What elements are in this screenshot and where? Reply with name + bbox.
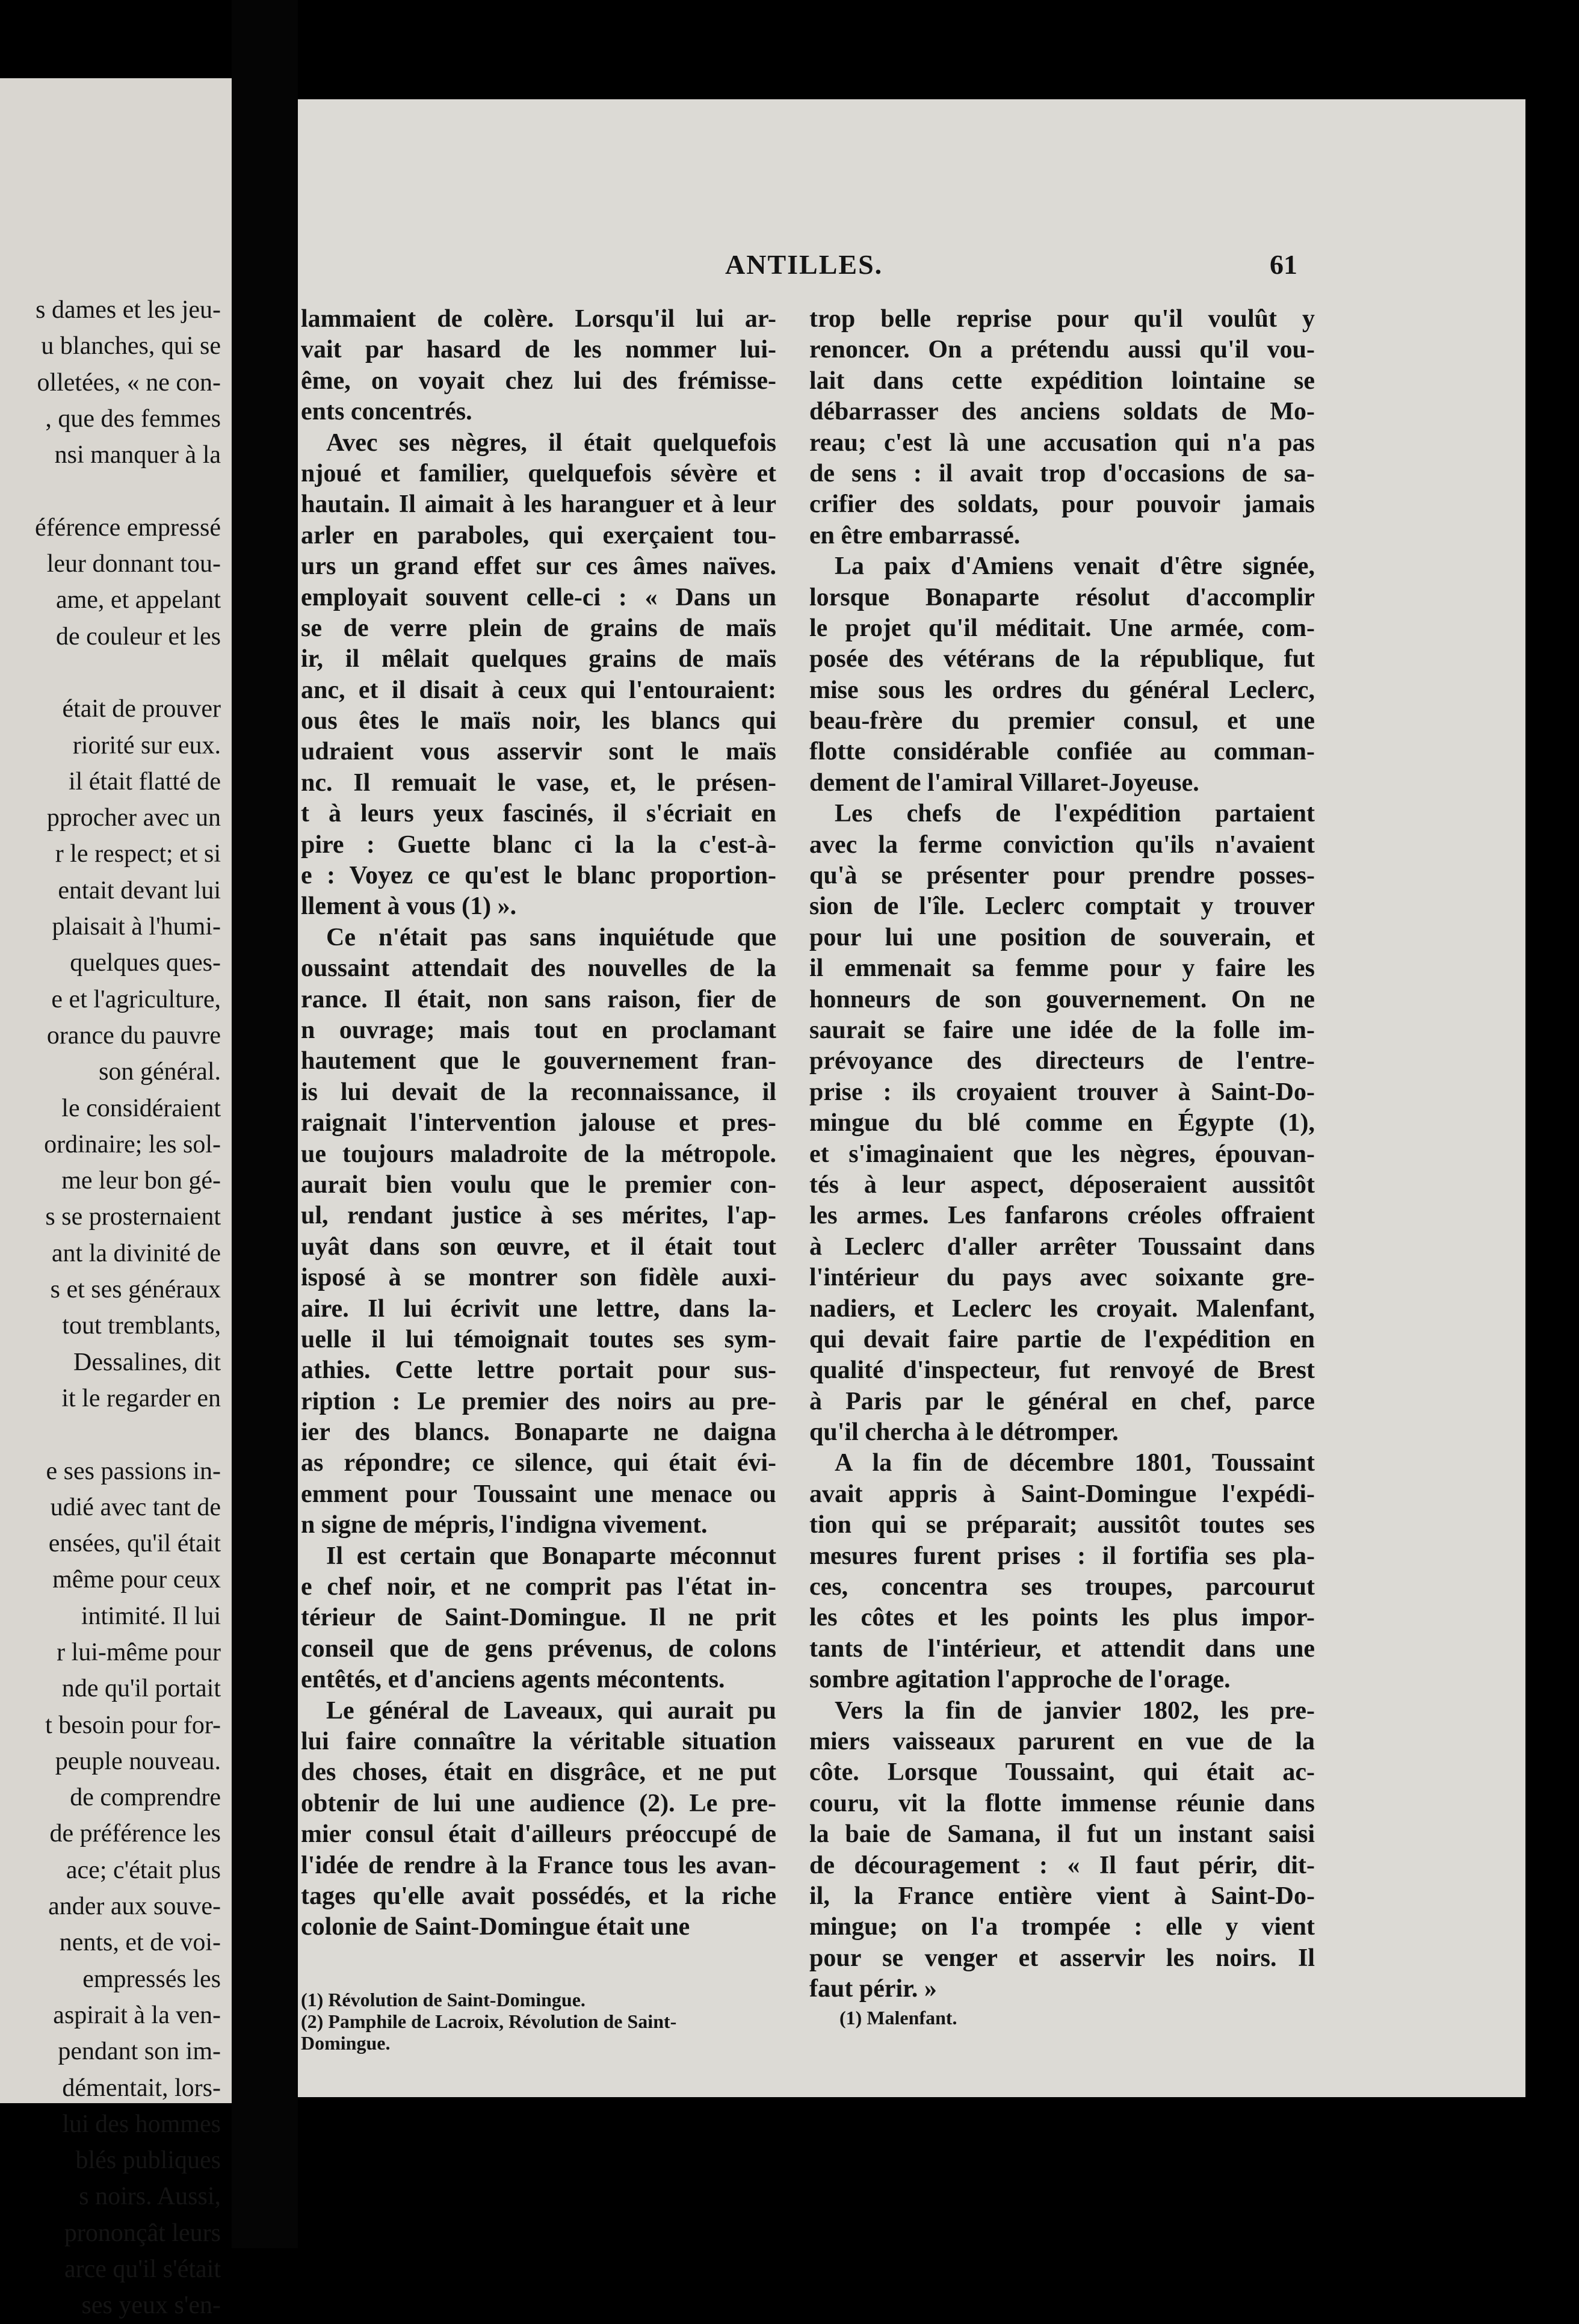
text-line: qu'il chercha à le détromper. [809,1418,1119,1447]
facing-text-line: aspirait à la ven- [53,2001,221,2029]
text-column-right [809,304,1315,2004]
text-line: de découragement : « Il faut périr, dit- [809,1851,1315,1879]
text-line: udraient vous asservir sont le maïs [301,738,776,766]
facing-text-line: quelques ques- [70,949,221,977]
text-line: isposé à se montrer son fidèle auxi- [301,1264,776,1292]
text-line: conseil que de gens prévenus, de colons [301,1634,776,1663]
text-line: obtenir de lui une audience (2). Le pre- [301,1789,776,1817]
text-line: Le général de Laveaux, qui aurait pu [326,1696,776,1725]
text-line: la baie de Samana, il fut un instant saisi [809,1820,1315,1849]
text-line: honneurs de son gouvernement. On ne [809,985,1315,1013]
text-line: sion de l'île. Leclerc comptait y trouver [809,892,1315,921]
text-line: Vers la fin de janvier 1802, les pre- [835,1696,1315,1725]
text-line: uelle il lui témoignait toutes ses sym- [301,1325,776,1353]
text-line: débarrasser des anciens soldats de Mo- [809,398,1315,426]
page-number: 61 [1270,249,1297,280]
text-line: hautement que le gouvernement fran- [301,1047,776,1075]
text-line: nadiers, et Leclerc les croyait. Malenfant, [809,1294,1315,1323]
facing-text-line: s se prosternaient [45,1203,221,1231]
text-line: ous êtes le maïs noir, les blancs qui [301,707,776,735]
facing-text-line: ant la divinité de [51,1239,221,1267]
text-line: de sens : il avait trop d'occasions de sa- [809,459,1315,487]
text-line: l'idée de rendre à la France tous les avan- [301,1851,776,1879]
text-line: flotte considérable confiée au comman- [809,738,1315,766]
text-line: le projet qu'il méditait. Une armée, com- [809,614,1315,642]
text-line: saurait se faire une idée de la folle im- [809,1016,1315,1044]
text-line: t à leurs yeux fascinés, il s'écriait en [301,800,776,828]
text-line: Les chefs de l'expédition partaient [835,800,1315,828]
text-line: renoncer. On a prétendu aussi qu'il vou- [809,336,1315,364]
facing-text-line: de comprendre [70,1784,221,1812]
facing-text-line: entait devant lui [58,876,221,904]
text-line: employait souvent celle-ci : « Dans un [301,583,776,611]
text-line: tages qu'elle avait possédés, et la riche [301,1882,776,1910]
text-line: ents concentrés. [301,398,472,426]
text-line: mingue; on l'a trompée : elle y vient [809,1913,1315,1941]
text-line: qu'à se présenter pour prendre posses- [809,862,1315,890]
facing-text-line: orance du pauvre [46,1021,221,1049]
facing-text-line: empressés les [82,1965,221,1993]
running-title: ANTILLES. [725,249,883,280]
text-line: ir, il mêlait quelques grains de maïs [301,645,776,673]
text-line: e chef noir, et ne comprit pas l'état in- [301,1573,776,1601]
facing-text-line: intimité. Il lui [81,1602,221,1630]
text-line: athies. Cette lettre portait pour sus- [301,1356,776,1385]
text-line: il, la France entière vient à Saint-Do- [809,1882,1315,1910]
facing-text-line: blés publiques [75,2146,221,2175]
text-line: urs un grand effet sur ces âmes naïves. [301,552,776,581]
text-line: reau; c'est là une accusation qui n'a pas [809,428,1315,457]
facing-page [0,78,232,2320]
text-line: nc. Il remuait le vase, et, le présen- [301,768,776,797]
text-line: dement de l'amiral Villaret-Joyeuse. [809,768,1199,797]
text-line: lait dans cette expédition lointaine se [809,366,1315,395]
main-page [298,99,1525,2097]
footnote: (1) Révolution de Saint-Domingue. [301,1989,586,2010]
text-line: colonie de Saint-Domingue était une [301,1913,690,1941]
facing-text-line: s dames et les jeu- [36,296,221,324]
text-line: mesures furent prises : il fortifia ses pla- [809,1542,1315,1570]
facing-text-line: était de prouver [62,695,221,723]
text-line: crifier des soldats, pour pouvoir jamais [809,490,1315,519]
text-line: beau-frère du premier consul, et une [809,707,1315,735]
text-line: ription : Le premier des noirs au pre- [301,1387,776,1415]
text-line: il emmenait sa femme pour y faire les [809,954,1315,983]
facing-text-line: nde qu'il portait [61,1675,221,1703]
text-line: à Leclerc d'aller arrêter Toussaint dans [809,1232,1315,1261]
facing-text-line: tout tremblants, [62,1312,221,1340]
text-line: pour se venger et asservir les noirs. Il [809,1944,1315,1972]
facing-text-line: pendant son im- [58,2038,221,2066]
text-line: vait par hasard de les nommer lui- [301,336,776,364]
text-line: raignait l'intervention jalouse et pres- [301,1109,776,1137]
facing-text-line [0,655,221,691]
text-line: hautain. Il aimait à les haranguer et à leur [301,490,776,519]
facing-text-line: lui des hommes [62,2110,221,2138]
text-line: oussaint attendait des nouvelles de la [301,954,776,983]
text-line: térieur de Saint-Domingue. Il ne prit [301,1604,776,1632]
facing-text-line: s noirs. Aussi, [79,2183,221,2211]
facing-text-line: ander aux souve- [48,1893,221,1921]
text-line: qualité d'inspecteur, fut renvoyé de Brest [809,1356,1315,1385]
text-line: ême, on voyait chez lui des frémisse- [301,366,776,395]
text-line: les armes. Les fanfarons créoles offraient [809,1202,1315,1230]
facing-text-line: Dessalines, dit [73,1348,221,1376]
text-line: et s'imaginaient que les nègres, épouvan- [809,1140,1315,1168]
text-line: pire : Guette blanc ci la la c'est-à- [301,830,776,859]
footnote: (2) Pamphile de Lacroix, Révolution de Saint- [301,2010,677,2032]
footnotes-left [301,1989,676,2054]
facing-text-line [0,1417,221,1453]
text-line: Avec ses nègres, il était quelquefois [326,428,776,457]
text-line: couru, vit la flotte immense réunie dans [809,1789,1315,1817]
text-line: ces, concentra ses troupes, parcourut [809,1573,1315,1601]
facing-text-line: , que des femmes [45,404,221,433]
text-line: anc, et il disait à ceux qui l'entouraient: [301,676,776,704]
text-line: sombre agitation l'approche de l'orage. [809,1666,1231,1694]
text-line: des choses, était en disgrâce, et ne put [301,1758,776,1787]
text-line: les côtes et les points les plus impor- [809,1604,1315,1632]
text-line: as répondre; ce silence, qui était évi- [301,1449,776,1477]
footnote: Domingue. [301,2032,391,2054]
facing-text-line: r lui-même pour [57,1638,221,1666]
facing-text-line: démentait, lors- [62,2074,221,2102]
facing-text-line: prononçât leurs [64,2219,221,2247]
text-line: miers vaisseaux parurent en vue de la [809,1727,1315,1755]
text-line: mier consul était d'ailleurs préoccupé de [301,1820,776,1849]
text-line: Il est certain que Bonaparte méconnut [326,1542,776,1570]
footnote: (1) Malenfant. [839,2007,957,2029]
facing-text-line: ses yeux s'en- [81,2292,221,2320]
facing-text-line: arce qu'il s'était [64,2255,221,2284]
facing-text-line: ensées, qu'il était [48,1530,221,1558]
text-line: rance. Il était, non sans raison, fier de [301,985,776,1013]
facing-text-line: u blanches, qui se [41,332,221,360]
text-line: ue toujours maladroite de la métropole. [301,1140,776,1168]
facing-text-line: t besoin pour for- [45,1711,221,1739]
text-line: ier des blancs. Bonaparte ne daigna [301,1418,776,1447]
text-line: La paix d'Amiens venait d'être signée, [835,552,1315,581]
text-line: uyât dans son œuvre, et il était tout [301,1232,776,1261]
facing-text-line: plaisait à l'humi- [52,913,221,941]
text-line: aire. Il lui écrivit une lettre, dans la- [301,1294,776,1323]
text-line: entêtés, et d'anciens agents mécontents. [301,1666,725,1694]
text-line: lammaient de colère. Lorsqu'il lui ar- [301,305,776,333]
text-line: llement à vous (1) ». [301,892,517,921]
text-line: pour lui une position de souverain, et [809,923,1315,951]
facing-text-line: le considéraient [61,1094,221,1122]
facing-text-line: nents, et de voi- [59,1929,221,1957]
facing-text-line: leur donnant tou- [46,550,221,578]
text-line: à Paris par le général en chef, parce [809,1387,1315,1415]
text-line: lorsque Bonaparte résolut d'accomplir [809,583,1315,611]
text-line: is lui devait de la reconnaissance, il [301,1078,776,1106]
facing-text-line: ace; c'était plus [66,1856,221,1884]
footnotes-right [839,2007,957,2029]
facing-text-line: ordinaire; les sol- [44,1130,221,1158]
facing-text-line: olletées, « ne con- [37,368,221,397]
facing-text-line: e ses passions in- [46,1457,221,1485]
text-line: en être embarrassé. [809,521,1021,549]
text-line: n signe de mépris, l'indigna vivement. [301,1511,708,1539]
facing-text-line: udié avec tant de [50,1493,221,1521]
facing-page-text [0,292,221,2324]
text-line: qui devait faire partie de l'expédition en [809,1325,1315,1353]
facing-text-line [0,473,221,509]
facing-text-line: r le respect; et si [55,840,221,868]
facing-text-line: pprocher avec un [46,804,221,832]
facing-text-line: e et l'agriculture, [51,985,221,1013]
text-line: prévoyance des directeurs de l'entre- [809,1047,1315,1075]
text-line: prise : ils croyaient trouver à Saint-Do- [809,1078,1315,1106]
facing-text-line: ame, et appelant [55,586,221,614]
text-line: A la fin de décembre 1801, Toussaint [835,1449,1315,1477]
text-line: aurait bien voulu que le premier con- [301,1170,776,1199]
text-line: avait appris à Saint-Domingue l'expédi- [809,1480,1315,1508]
text-line: côte. Lorsque Toussaint, qui était ac- [809,1758,1315,1787]
facing-text-line: me leur bon gé- [61,1167,221,1195]
text-line: se de verre plein de grains de maïs [301,614,776,642]
text-line: l'intérieur du pays avec soixante gre- [809,1264,1315,1292]
text-column-left [301,304,776,1943]
facing-text-line: son général. [99,1058,221,1086]
text-line: n ouvrage; mais tout en proclamant [301,1016,776,1044]
facing-text-line: it le regarder en [61,1384,221,1412]
facing-text-line: de couleur et les [55,622,221,651]
facing-text-line: s et ses généraux [50,1276,221,1304]
text-line: lui faire connaître la véritable situation [301,1727,776,1755]
facing-text-line: peuple nouveau. [55,1747,221,1775]
text-line: Ce n'était pas sans inquiétude que [326,923,776,951]
facing-text-line: il était flatté de [68,767,221,796]
text-line: faut périr. » [809,1975,937,2003]
text-line: e : Voyez ce qu'est le blanc proportion- [301,862,776,890]
text-line: tants de l'intérieur, et attendit dans une [809,1634,1315,1663]
text-line: mingue du blé comme en Égypte (1), [809,1109,1315,1137]
facing-text-line: même pour ceux [52,1566,221,1594]
text-line: tion qui se préparait; aussitôt toutes ses [809,1511,1315,1539]
facing-text-line: éférence empressé [35,513,221,542]
text-line: tés à leur aspect, déposeraient aussitôt [809,1170,1315,1199]
text-line: arler en paraboles, qui exerçaient tou- [301,521,776,549]
facing-text-line: de préférence les [49,1820,221,1848]
text-line: ul, rendant justice à ses mérites, l'ap- [301,1202,776,1230]
facing-text-line: riorité sur eux. [72,731,221,759]
facing-text-line: nsi manquer à la [54,441,221,469]
text-line: mise sous les ordres du général Leclerc, [809,676,1315,704]
text-line: trop belle reprise pour qu'il voulût y [809,305,1315,333]
book-gutter [232,0,298,2248]
text-line: posée des vétérans de la république, fut [809,645,1315,673]
text-line: avec la ferme conviction qu'ils n'avaient [809,830,1315,859]
text-line: njoué et familier, quelquefois sévère et [301,459,776,487]
text-line: emment pour Toussaint une menace ou [301,1480,776,1508]
